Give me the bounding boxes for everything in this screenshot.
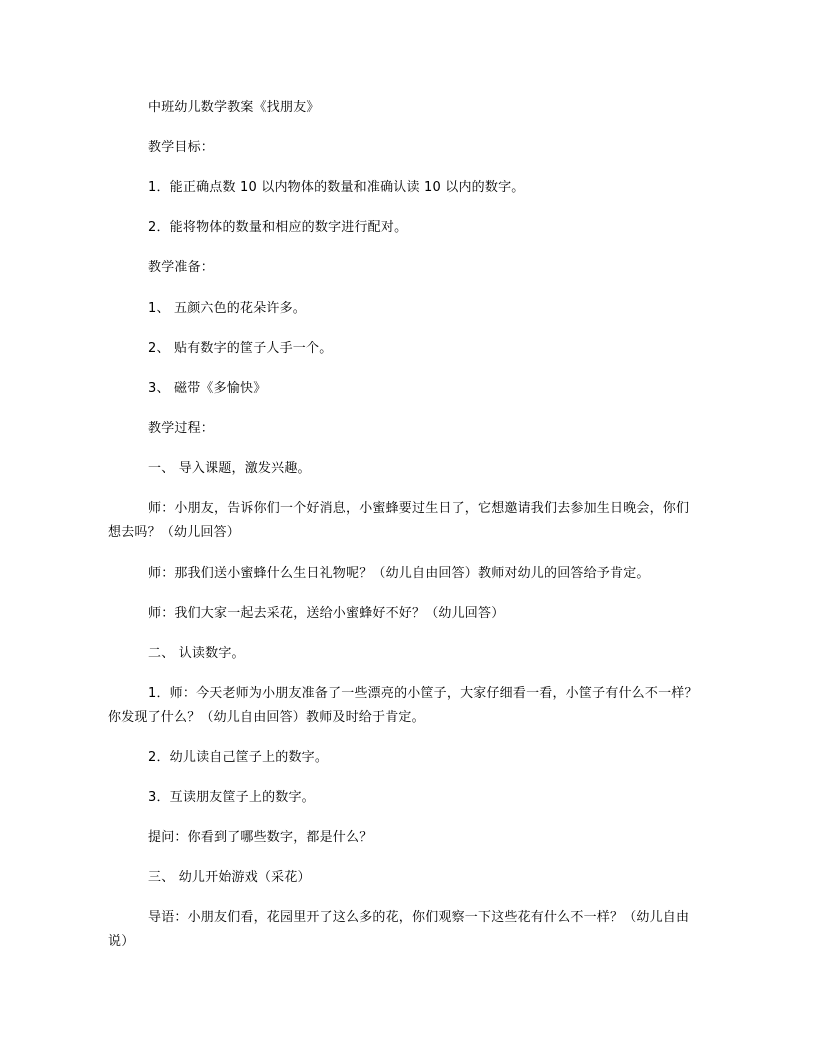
goal-item-1: 1．能正确点数 10 以内物体的数量和准确认读 10 以内的数字。	[148, 180, 525, 195]
reading-item-1: 1．师：今天老师为小朋友准备了一些漂亮的小筐子，大家仔细看一看，小筐子有什么不一样？你发现了什么？（幼儿自由回答）教师及时给于肯定。	[108, 686, 698, 725]
question-paragraph: 提问：你看到了哪些数字，都是什么？	[148, 830, 373, 845]
preparation-item-1: 1、 五颜六色的花朵许多。	[148, 301, 307, 316]
guide-paragraph: 导语：小朋友们看，花园里开了这么多的花，你们观察一下这些花有什么不一样？（幼儿自由说）	[108, 910, 690, 949]
process-step-3-heading: 三、 幼儿开始游戏（采花）	[148, 870, 311, 885]
reading-item-2: 2．幼儿读自己筐子上的数字。	[148, 750, 329, 765]
dialogue-paragraph-3: 师：我们大家一起去采花，送给小蜜蜂好不好？（幼儿回答）	[148, 606, 505, 621]
process-step-2-heading: 二、 认读数字。	[148, 646, 245, 661]
reading-item-3: 3．互读朋友筐子上的数字。	[148, 790, 315, 805]
process-step-1-heading: 一、 导入课题，激发兴趣。	[148, 461, 311, 476]
section-heading-preparation: 教学准备：	[148, 260, 215, 275]
goal-item-2: 2．能将物体的数量和相应的数字进行配对。	[148, 220, 408, 235]
dialogue-paragraph-1: 师：小朋友，告诉你们一个好消息，小蜜蜂要过生日了，它想邀请我们去参加生日晚会，你们想去吗？（幼儿回答）	[108, 501, 690, 540]
document-title: 中班幼儿数学教案《找朋友》	[148, 100, 320, 115]
preparation-item-3: 3、 磁带《多愉快》	[148, 381, 267, 396]
preparation-item-2: 2、 贴有数字的筐子人手一个。	[148, 341, 333, 356]
section-heading-process: 教学过程：	[148, 421, 215, 436]
dialogue-paragraph-2: 师：那我们送小蜜蜂什么生日礼物呢？（幼儿自由回答）教师对幼儿的回答给予肯定。	[148, 566, 650, 581]
section-heading-goals: 教学目标：	[148, 140, 215, 155]
